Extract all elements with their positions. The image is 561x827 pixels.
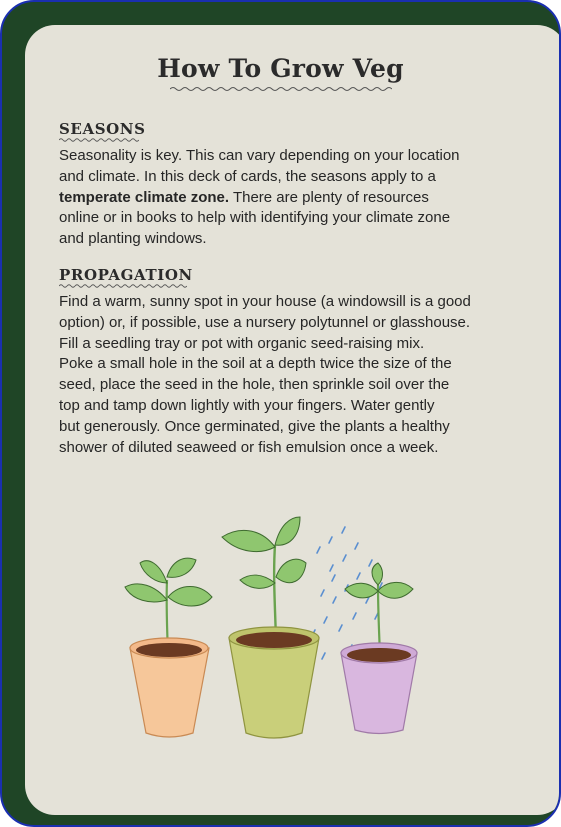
propagation-heading: PROPAGATION: [59, 266, 193, 284]
green-pot: [229, 627, 319, 738]
propagation-line: but generously. Once germinated, give the plants a healthy: [59, 417, 450, 435]
propagation-line: Fill a seedling tray or pot with organic seed-raising mix.: [59, 334, 425, 352]
propagation-line: option) or, if possible, use a nursery polytunnel or glasshouse.: [59, 313, 471, 331]
propagation-text: [59, 292, 509, 458]
seasons-underline: [59, 137, 139, 143]
propagation-underline: [59, 283, 187, 289]
card-title: How To Grow Veg: [157, 54, 404, 83]
seasons-line-rest: There are plenty of resources: [229, 188, 429, 206]
climate-zone-highlight: temperate climate zone.: [59, 188, 230, 206]
seasons-line: and planting windows.: [59, 230, 207, 248]
propagation-line: seed, place the seed in the hole, then sprinkle soil over the: [59, 376, 450, 394]
orange-pot: [130, 638, 209, 737]
right-seedling: [345, 563, 413, 655]
purple-pot: [341, 643, 417, 734]
seasons-heading: SEASONS: [59, 120, 146, 138]
title-underline: [170, 85, 392, 93]
propagation-line: top and tamp down lightly with your fingers. Water gently: [59, 396, 435, 414]
propagation-line: shower of diluted seaweed or fish emulsion once a week.: [59, 438, 439, 456]
middle-seedling: [222, 517, 306, 640]
seasons-line: Seasonality is key. This can vary depending on your location: [59, 147, 460, 164]
seasons-line-bold: [59, 188, 509, 209]
seasons-line: online or in books to help with identifying your climate zone: [59, 209, 451, 227]
seasons-text: [59, 146, 509, 250]
propagation-line: Poke a small hole in the soil at a depth twice the size of the: [59, 355, 452, 373]
seasons-line: and climate. In this deck of cards, the seasons apply to a: [59, 167, 436, 185]
seedling-illustration: [110, 505, 440, 750]
propagation-line: Find a warm, sunny spot in your house (a windowsill is a good: [59, 293, 471, 310]
